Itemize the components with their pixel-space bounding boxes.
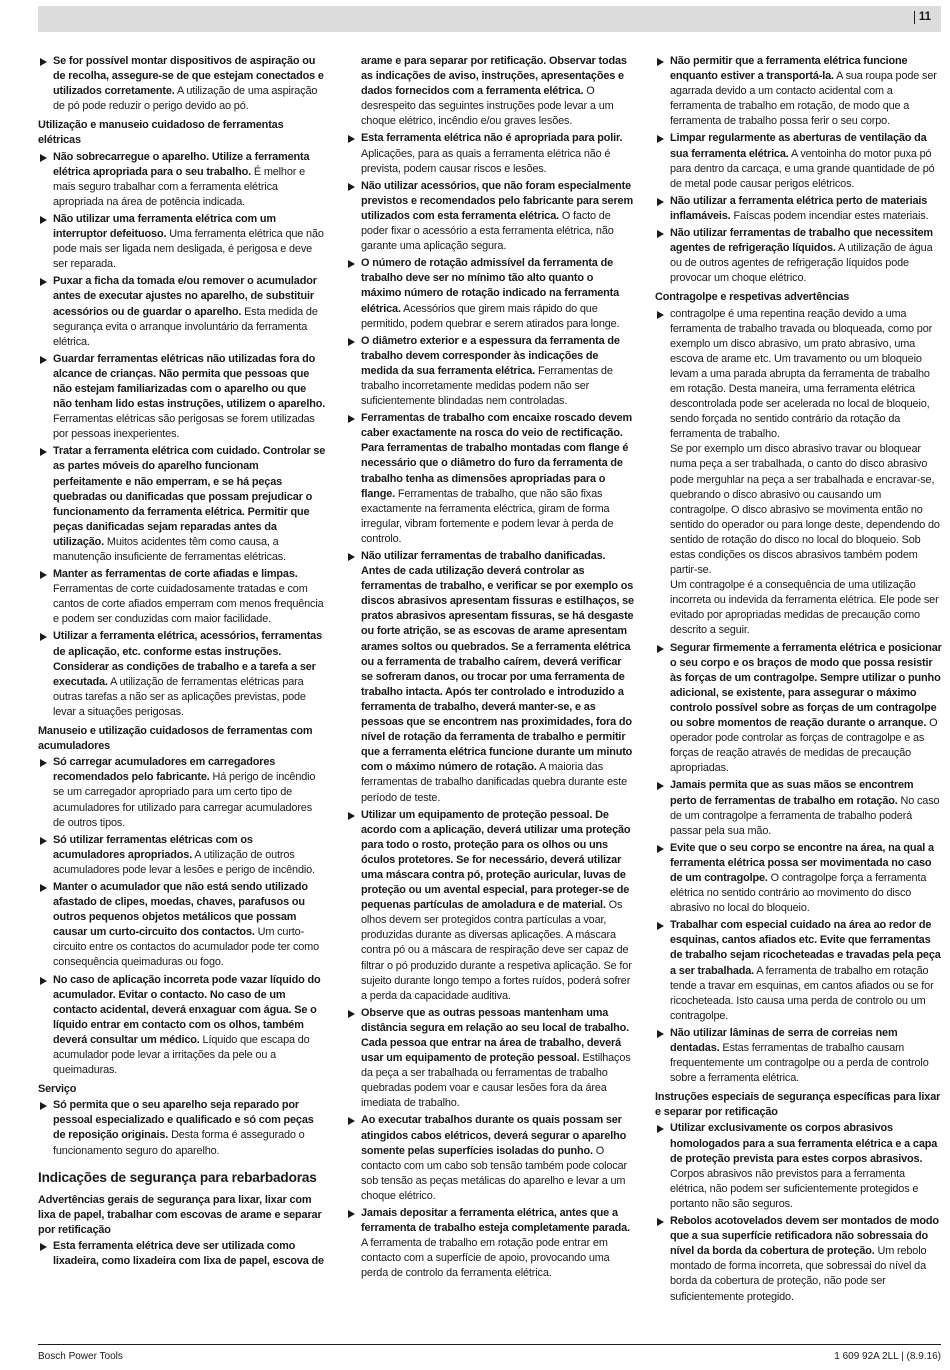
safety-item: Não utilizar a ferramenta elétrica perto de materiais inflamáveis. Faíscas podem incendiar estes materiais. bbox=[655, 194, 942, 224]
column-left bbox=[38, 54, 326, 1271]
safety-item: Evite que o seu corpo se encontre na área, na qual a ferramenta elétrica possa ser movimentada no caso de um contragolpe. O contragolpe força a ferramenta elétrica no sentido contrário ao movimento do disco abrasivo no local do bloqueio. bbox=[655, 841, 942, 916]
safety-item: Jamais permita que as suas mãos se encontrem perto de ferramentas de trabalho em rotação. No caso de um contragolpe a ferramenta de trabalho poderá passar pela sua mão. bbox=[655, 778, 942, 838]
safety-item: Trabalhar com especial cuidado na área ao redor de esquinas, cantos afiados etc. Evite que ferramentas de trabalho sejam ricocheteadas e travadas pela peça a ser trabalhada. A ferramenta de trabalho em rotação tende a travar em esquinas, em cantos afiados ou se for ricocheteada. Isto causa uma perda de controlo ou um contragolpe. bbox=[655, 918, 942, 1024]
safety-item: Limpar regularmente as aberturas de ventilação da sua ferramenta elétrica. A ventoinha do motor puxa pó para dentro da carcaça, e uma grande quantidade de pó de metal pode causar perigos elétricos. bbox=[655, 131, 942, 191]
safety-item: Tratar a ferramenta elétrica com cuidado. Controlar se as partes móveis do aparelho funcionam perfeitamente e não emperram, e se há peças quebradas ou danificadas que possam prejudicar o funcionamento da ferramenta elétrica. Permitir que peças danificadas sejam reparadas antes da utilização. Muitos acidentes têm como causa, a manutenção insuficiente de ferramentas elétricas. bbox=[38, 444, 326, 565]
safety-item: Só carregar acumuladores em carregadores recomendados pelo fabricante. Há perigo de incêndio se um carregador apropriado para um certo tipo de acumuladores for utilizado para carregar acumuladores de outros tipos. bbox=[38, 755, 326, 830]
main-heading: Indicações de segurança para rebarbadoras bbox=[38, 1169, 317, 1185]
safety-item: Jamais depositar a ferramenta elétrica, antes que a ferramenta de trabalho esteja completamente parada. A ferramenta de trabalho em rotação pode entrar em contacto com a superfície de apoio, provocando uma perda de controlo da ferramenta elétrica. bbox=[346, 1206, 634, 1281]
page-header bbox=[38, 6, 941, 32]
safety-item: Não utilizar ferramentas de trabalho danificadas. Antes de cada utilização deverá controlar as ferramentas de trabalho, e verificar se por exemplo os discos abrasivos apresentam fissuras e estilhaços, se pratos abrasivos apresentam fissuras, se há desgaste ou forte atrição, se as escovas de arame apresentam arames soltos ou quebrados. Se a ferramenta elétrica ou a ferramenta de trabalho caírem, deverá verificar se sofreram danos, ou trocar por uma ferramenta de trabalho intacta. Após ter controlado e introduzido a ferramenta de trabalho, deverá manter-se, e as pessoas que se encontrem nas proximidades, fora do nível de rotação da ferramenta de trabalho e permitir que a ferramenta elétrica funcione durante um minuto com o máximo número de rotação. A maioria das ferramentas de trabalho danificadas quebra durante este período de teste. bbox=[346, 549, 634, 806]
footer-brand: Bosch Power Tools bbox=[38, 1351, 123, 1362]
safety-item: Ao executar trabalhos durante os quais possam ser atingidos cabos elétricos, deverá segurar o aparelho somente pelas superfícies isoladas do punho. O contacto com um cabo sob tensão também pode colocar sob tensão as peças metálicas do aparelho e levar a um choque elétrico. bbox=[346, 1113, 634, 1204]
safety-item: Não utilizar uma ferramenta elétrica com um interruptor defeituoso. Uma ferramenta elétrica que não pode mais ser ligada nem desligada, é perigosa e deve ser reparada. bbox=[38, 212, 326, 272]
footer-doc-code: 1 609 92A 2LL | (8.9.16) bbox=[834, 1351, 941, 1362]
safety-item: O número de rotação admissível da ferramenta de trabalho deve ser no mínimo tão alto quanto o máximo número de rotação indicado na ferramenta elétrica. Acessórios que girem mais rápido do que permitido, podem quebrar e serem atirados para longe. bbox=[346, 256, 634, 331]
safety-item: Observe que as outras pessoas mantenham uma distância segura em relação ao seu local de trabalho. Cada pessoa que entrar na área de trabalho, deverá usar um equipamento de proteção pessoal. Estilhaços da peça a ser trabalhada ou ferramentas de trabalho quebradas podem voar e causar lesões fora da área imediata de trabalho. bbox=[346, 1006, 634, 1112]
section-heading: Serviço bbox=[38, 1083, 77, 1096]
page-number: 11 bbox=[914, 11, 931, 24]
safety-item: Manter as ferramentas de corte afiadas e limpas. Ferramentas de corte cuidadosamente tratadas e com cantos de corte afiados emperram com menos frequência e podem ser conduzidas com maior facilidade. bbox=[38, 567, 326, 627]
footer-rule bbox=[38, 1344, 941, 1345]
safety-item bbox=[655, 307, 942, 639]
safety-item: Não utilizar ferramentas de trabalho que necessitem agentes de refrigeração líquidos. A utilização de água ou de outros agentes de refrigeração líquidos pode provocar um choque elétrico. bbox=[655, 226, 942, 286]
kickback-paragraph: Um contragolpe é a consequência de uma utilização incorreta ou indevida da ferramenta elétrica. Ele pode ser evitado por apropriadas medidas de precaução como descrito a seguir. bbox=[670, 579, 939, 637]
safety-item: Se for possível montar dispositivos de aspiração ou de recolha, assegure-se de que estejam conectados e utilizados corretamente. A utilização de uma aspiração de pó pode reduzir o perigo devido ao pó. bbox=[38, 54, 326, 114]
safety-item: Esta ferramenta elétrica não é apropriada para polir. Aplicações, para as quais a ferramenta elétrica não é prevista, podem causar riscos e lesões. bbox=[346, 131, 634, 176]
safety-item: Puxar a ficha da tomada e/ou remover o acumulador antes de executar ajustes no aparelho, de substituir acessórios ou de guardar o aparelho. Esta medida de segurança evita o arranque involuntário da ferramenta elétrica. bbox=[38, 274, 326, 349]
column-middle bbox=[346, 54, 634, 1284]
safety-item: No caso de aplicação incorreta pode vazar líquido do acumulador. Evitar o contacto. No caso de um contacto acidental, deverá enxaguar com água. Se o líquido entrar em contacto com os olhos, também deverá consultar um médico. Líquido que escapa do acumulador pode levar a irritações da pele ou a queimaduras. bbox=[38, 973, 326, 1079]
kickback-paragraph: Se por exemplo um disco abrasivo travar ou bloquear numa peça a ser trabalhada, o canto do disco abrasivo pode merguhlar na peça a ser trabalhada e encravar-se, quebrando o disco abrasivo ou causando um contragolpe. O disco abrasivo se movimenta então no sentido do operador ou para longe deste, dependendo do sentido de rotação do disco no local do bloqueio. Sob estas condições os discos abrasivos também podem partir-se. bbox=[670, 443, 940, 577]
kickback-paragraph: contragolpe é uma repentina reação devido a uma ferramenta de trabalho travada ou bloqueada, como por exemplo um disco abrasivo, um prato abrasivo, uma escova de arame etc. Um travamento ou um bloqueio levam a uma parada abrupta da ferramenta de trabalho em rotação. Desta maneira, uma ferramenta elétrica descontrolada pode ser acelerada no local de bloqueio, sendo forçada no sentido contrário da rotação da ferramenta de trabalho. bbox=[670, 307, 933, 441]
safety-item: Esta ferramenta elétrica deve ser utilizada como lixadeira, como lixadeira com lixa de papel, escova de bbox=[38, 1239, 326, 1269]
safety-item: Ferramentas de trabalho com encaixe roscado devem caber exactamente na rosca do veio de rectificação. Para ferramentas de trabalho montadas com flange é necessário que o diâmetro do furo da ferramenta de trabalho tenha as dimensões apropriadas para o flange. Ferramentas de trabalho, que não são fixas exactamente na ferramenta eléctrica, giram de forma irregular, vibram fortemente e podem levar à perda de controlo. bbox=[346, 411, 634, 547]
section-heading: Instruções especiais de segurança específicas para lixar e separar por retificação bbox=[655, 1091, 941, 1119]
safety-item: Rebolos acotovelados devem ser montados de modo que a sua superfície retificadora não sobressaia do nível da borda da cobertura de proteção. Um rebolo montado de forma incorreta, que sobressai do nível da borda da cobertura de proteção, não pode ser suficientemente protegido. bbox=[655, 1214, 942, 1305]
safety-item: O diâmetro exterior e a espessura da ferramenta de trabalho devem corresponder às indicações de medida da sua ferramenta elétrica. Ferramentas de trabalho incorretamente medidas podem não ser suficientemente blindadas nem controladas. bbox=[346, 334, 634, 409]
safety-item: Guardar ferramentas elétricas não utilizadas fora do alcance de crianças. Não permita que pessoas que não estejam familiarizadas com o aparelho ou que não tenham lido estas instruções, utilizem o aparelho. Ferramentas elétricas são perigosas se forem utilizadas por pessoas inexperientes. bbox=[38, 352, 326, 443]
safety-item: Só permita que o seu aparelho seja reparado por pessoal especializado e qualificado e só com peças de reposição originais. Desta forma é assegurado o funcionamento seguro do aparelho. bbox=[38, 1098, 326, 1158]
section-heading: Advertências gerais de segurança para lixar, lixar com lixa de papel, trabalhar com escovas de arame e separar por retificação bbox=[38, 1193, 322, 1236]
safety-item: Utilizar a ferramenta elétrica, acessórios, ferramentas de aplicação, etc. conforme estas instruções. Considerar as condições de trabalho e a tarefa a ser executada. A utilização de ferramentas elétricas para outras tarefas a não ser as aplicações previstas, pode levar a situações perigosas. bbox=[38, 629, 326, 720]
safety-item: Não permitir que a ferramenta elétrica funcione enquanto estiver a transportá-la. A sua roupa pode ser agarrada devido a um contacto acidental com a ferramenta de trabalho em rotação, de modo que a ferramenta de trabalho possa ferir o seu corpo. bbox=[655, 54, 942, 129]
section-heading: Utilização e manuseio cuidadoso de ferramentas elétricas bbox=[38, 119, 284, 147]
section-heading: Contragolpe e respetivas advertências bbox=[655, 291, 850, 304]
safety-item: Manter o acumulador que não está sendo utilizado afastado de clipes, moedas, chaves, parafusos ou outros pequenos objetos metálicos que possam causar um curto-circuito dos contactos. Um curto-circuito entre os contactos do acumulador pode ter como consequência queimaduras ou fogo. bbox=[38, 880, 326, 971]
safety-item: Não utilizar lâminas de serra de correias nem dentadas. Estas ferramentas de trabalho causam frequentemente um contragolpe ou a perda de controlo sobre a ferramenta elétrica. bbox=[655, 1026, 942, 1086]
safety-item-continued: arame e para separar por retificação. Observar todas as indicações de aviso, instruções, apresentações e dados fornecidos com a ferramenta elétrica. O desrespeito das seguintes instruções pode levar a um choque elétrico, incêndio e/ou graves lesões. bbox=[361, 55, 627, 128]
section-heading: Manuseio e utilização cuidadosos de ferramentas com acumuladores bbox=[38, 725, 313, 753]
column-right bbox=[655, 54, 942, 1307]
safety-item: Utilizar exclusivamente os corpos abrasivos homologados para a sua ferramenta elétrica e a capa de proteção prevista para estes corpos abrasivos. Corpos abrasivos não previstos para a ferramenta elétrica, não podem ser suficientemente protegidos e portanto não são seguros. bbox=[655, 1121, 942, 1212]
safety-item: Não utilizar acessórios, que não foram especialmente previstos e recomendados pelo fabricante para serem utilizados com esta ferramenta elétrica. O facto de poder fixar o acessório a esta ferramenta elétrica, não garante uma aplicação segura. bbox=[346, 179, 634, 254]
safety-item: Utilizar um equipamento de proteção pessoal. De acordo com a aplicação, deverá utilizar uma proteção para todo o rosto, proteção para os olhos ou uns óculos protetores. Se for necessário, deverá utilizar uma máscara contra pó, proteção auricular, luvas de proteção ou um avental especial, para proteger-se de pequenas partículas de amoladura e de material. Os olhos devem ser protegidos contra partículas a voar, produzidas durante as diversas aplicações. A máscara contra pó ou a máscara de respiração deve ser capaz de filtrar o pó produzido durante a respetiva aplicação. Se for sujeito durante longo tempo a fortes ruídos, poderá sofrer a perda da capacidade auditiva. bbox=[346, 808, 634, 1004]
safety-item: Só utilizar ferramentas elétricas com os acumuladores apropriados. A utilização de outros acumuladores pode levar a lesões e perigo de incêndio. bbox=[38, 833, 326, 878]
safety-item: Não sobrecarregue o aparelho. Utilize a ferramenta elétrica apropriada para o seu trabalho. É melhor e mais seguro trabalhar com a ferramenta elétrica apropriada na área de potência indicada. bbox=[38, 150, 326, 210]
safety-item: Segurar firmemente a ferramenta elétrica e posicionar o seu corpo e os braços de modo que possa resistir às forças de um contragolpe. Sempre utilizar o punho adicional, se existente, para assegurar o máximo controlo possível sobre as forças de um contragolpe ou sobre momentos de reação durante o arranque. O operador pode controlar as forças de contragolpe e as forças de reação através de medidas de precaução apropriadas. bbox=[655, 641, 942, 777]
